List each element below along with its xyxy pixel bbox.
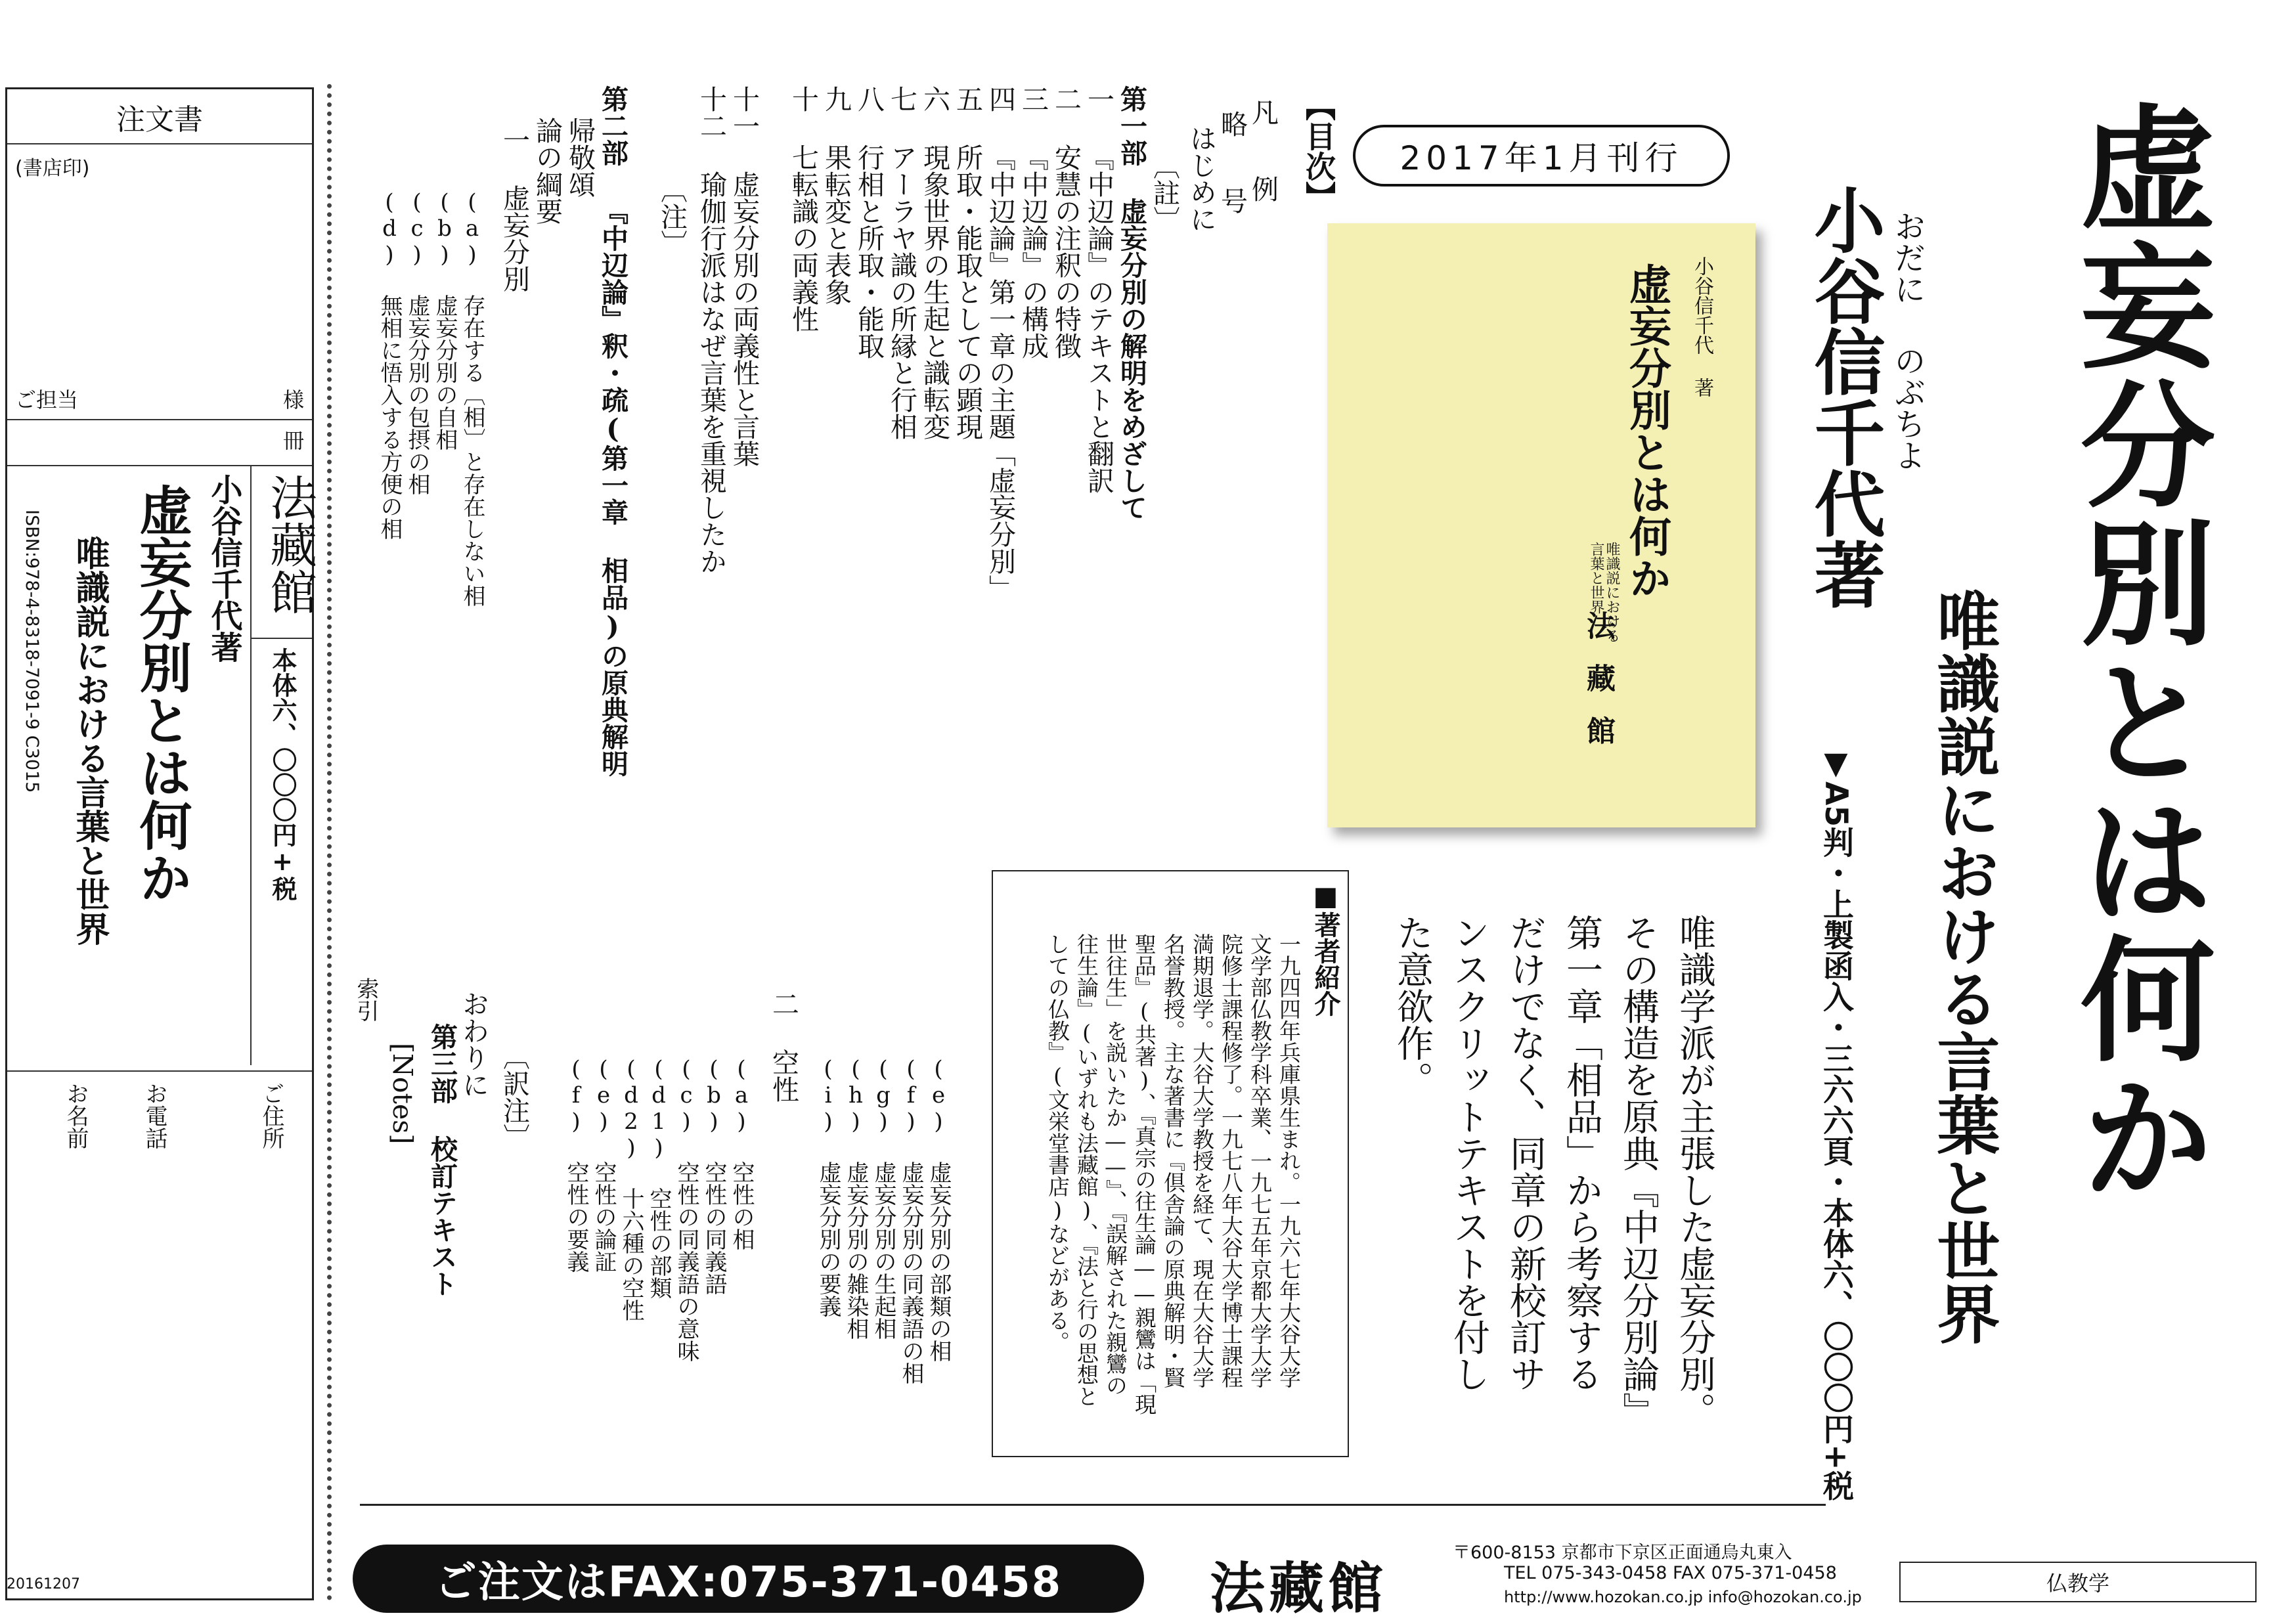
phone-label: お電話 [141, 1082, 167, 1149]
profile-line: しての仏教』(文栄堂書店)などがある。 [1045, 933, 1070, 1353]
profile-line: 一九四四年兵庫県生まれ。一九六七年大谷大学 [1276, 933, 1302, 1388]
toc-sub-item: (e) 虚妄分別の部類の相 [925, 1056, 952, 1362]
author-name: 小谷信千代著 [1802, 184, 1885, 609]
toc-section: 一 虚妄分別 [498, 126, 530, 292]
toc-sub-item: (d) 無相に悟入する方便の相 [376, 189, 403, 540]
main-title: 虚妄分別とは何か [2058, 99, 2215, 1207]
toc-sub-item: (h) 虚妄分別の雑染相 [843, 1056, 869, 1340]
toc-chapter: 十一 虚妄分別の両義性と言葉 [728, 85, 760, 467]
toc-item: 略 号 [1216, 110, 1248, 223]
description-line: 第一章「相品」から考察する [1560, 914, 1603, 1392]
toc-part-title: 第二部 『中辺論』釈・疏(第一章 相品)の原典解明 [597, 85, 628, 777]
cover-subtitle-2: 言葉と世界 [1588, 542, 1604, 614]
footer-address: 〒600-8153 京都市下京区正面通烏丸東入 [1453, 1543, 1792, 1563]
description-line: その構造を原典『中辺分別論』 [1617, 914, 1660, 1429]
order-form-title: 虚妄分別とは何か [131, 483, 192, 904]
category-label: 仏教学 [2046, 1571, 2109, 1596]
toc-sub-item: (b) 空性の同義語 [701, 1056, 727, 1295]
order-form [5, 87, 317, 1600]
description-line: た意欲作。 [1391, 914, 1434, 1098]
name-label: お名前 [62, 1082, 89, 1149]
fax-banner-text: ご注文はFAX:075-371-0458 [434, 1558, 1063, 1607]
toc-item: はじめに [1185, 125, 1217, 232]
description-line: ンスクリットテキストを付し [1447, 914, 1490, 1392]
toc-section: 二 空性 [768, 990, 799, 1103]
toc-chapter: 〔註〕 [1149, 152, 1180, 233]
toc-heading: 【目次】 [1301, 91, 1336, 211]
fax-banner [353, 1545, 1144, 1613]
toc-item: 論の綱要 [531, 117, 563, 225]
toc-sub-item: (a) 空性の相 [728, 1056, 755, 1250]
toc-sub-item: (d1) 空性の部類 [646, 1056, 672, 1299]
cover-subtitle-1: 唯識説における [1604, 542, 1620, 643]
cover-author: 小谷信千代 著 [1690, 256, 1713, 397]
footer-web: http://www.hozokan.co.jp info@hozokan.co.jp [1504, 1588, 1862, 1606]
toc-part-title: 第三部 校訂テキスト [426, 1023, 458, 1297]
footer-tel-fax: TEL 075-343-0458 FAX 075-371-0458 [1504, 1563, 1837, 1583]
toc-chapter: 二 安慧の注釈の特徴 [1050, 85, 1082, 359]
toc-chapter: 六 現象世界の生起と識転変 [919, 85, 950, 440]
staff-label: ご担当 [15, 387, 79, 412]
toc-item: 〔訳注〕 [498, 1043, 530, 1151]
toc-sub-item: (i) 虚妄分別の要義 [815, 1056, 841, 1317]
order-form-isbn: ISBN:978-4-8318-7091-9 C3015 [22, 510, 42, 793]
toc-item: 帰敬頌 [564, 117, 596, 198]
order-form-subtitle: 唯識説における言葉と世界 [70, 536, 110, 946]
honorific-label: 様 [283, 387, 305, 412]
copies-label: 冊 [283, 428, 305, 453]
toc-chapter: 四 『中辺論』第一章の主題「虚妄分別」 [984, 85, 1016, 602]
toc-sub-item: (f) 空性の要義 [563, 1056, 589, 1273]
book-cover-image [1327, 223, 1755, 827]
author-ruby-family: おだに [1889, 210, 1926, 305]
order-form-author: 小谷信千代著 [206, 473, 242, 663]
release-badge-text: 2017年1月刊行 [1400, 139, 1683, 177]
toc-chapter: 一 『中辺論』のテキストと翻訳 [1083, 85, 1114, 494]
date-code: 20161207 [7, 1576, 80, 1592]
profile-line: 院修士課程修了。一九七八年大谷大学博士課程 [1218, 933, 1244, 1388]
toc-part-title: 第一部 虚妄分別の解明をめざして [1116, 85, 1147, 521]
toc-sub-item: (a) 存在する〔相〕と存在しない相 [459, 189, 485, 607]
toc-chapter: 十 七転識の両義性 [787, 85, 819, 332]
toc-chapter: 〔注〕 [656, 176, 688, 257]
profile-line: 文学部仏教学科卒業、一九七五年京都大学大学 [1247, 933, 1273, 1388]
shop-stamp-label: (書店印) [15, 157, 90, 180]
toc-chapter: 三 『中辺論』の構成 [1017, 85, 1049, 359]
toc-chapter: 九 果転変と表象 [820, 85, 852, 305]
toc-sub-item: (c) 空性の同義語の意味 [673, 1056, 699, 1362]
order-form-price: 本体六、〇〇〇円+税 [268, 647, 297, 901]
toc-chapter: 五 所取・能取としての顕現 [952, 85, 983, 440]
profile-line: 往生論』(いずれも法藏館)、『法と行の思想と [1074, 933, 1099, 1407]
author-profile-box [992, 870, 1349, 1457]
category-box [1899, 1562, 2257, 1602]
toc-sub-item: (b) 虚妄分別の自相 [431, 189, 458, 450]
address-label: ご住所 [258, 1082, 284, 1149]
toc-sub-item: (g) 虚妄分別の生起相 [870, 1056, 896, 1340]
author-ruby-given: のぶちよ [1889, 345, 1926, 471]
toc-item: 凡 例 [1247, 99, 1279, 211]
profile-line: 世往生」を説いたか——』、『誤解された親鸞の [1103, 933, 1128, 1396]
toc-item: 索引 [353, 977, 379, 1022]
toc-item: [Notes] [387, 1043, 418, 1145]
order-form-heading: 注文書 [116, 103, 203, 137]
toc-sub-item: (c) 虚妄分別の包摂の相 [404, 189, 430, 495]
release-badge [1353, 125, 1730, 187]
toc-item: おわりに [458, 990, 489, 1098]
subtitle: 唯識説における言葉と世界 [1927, 588, 2001, 1345]
description-line: だけでなく、同章の新校訂サ [1504, 914, 1547, 1392]
profile-line: 満期退学。大谷大学教授を経て、現在大谷大学 [1189, 933, 1215, 1388]
order-form-publisher: 法藏館 [262, 473, 317, 615]
cover-title: 虚妄分別とは何か [1622, 263, 1671, 599]
footer-publisher: 法藏館 [1210, 1556, 1388, 1621]
toc-sub-item: (f) 虚妄分別の同義語の相 [898, 1056, 924, 1384]
cover-publisher: 法藏館 [1581, 611, 1615, 768]
profile-line: 聖品』(共著)、『真宗の往生論——親鸞は「現 [1132, 933, 1157, 1415]
description-line: 唯識学派が主張した虚妄分別。 [1673, 914, 1716, 1429]
toc-chapter: 十二 瑜伽行派はなぜ言葉を重視したか [695, 85, 727, 575]
toc-chapter: 七 アーラヤ識の所縁と行相 [886, 85, 917, 440]
perforation-line [327, 84, 332, 1601]
footer-divider [360, 1504, 1826, 1506]
author-profile-heading: ■著者紹介 [1310, 881, 1341, 1017]
toc-chapter: 八 行相と所取・能取 [853, 85, 885, 359]
toc-sub-item: (d2) 十六種の空性 [618, 1056, 644, 1321]
profile-line: 名誉教授。主な著書に『倶舎論の原典解明・賢 [1160, 933, 1186, 1388]
toc-sub-item: (e) 空性の論証 [590, 1056, 617, 1273]
book-specs: ▼A5判・上製函入・三六六頁・本体六、〇〇〇円+税 [1818, 745, 1854, 1501]
